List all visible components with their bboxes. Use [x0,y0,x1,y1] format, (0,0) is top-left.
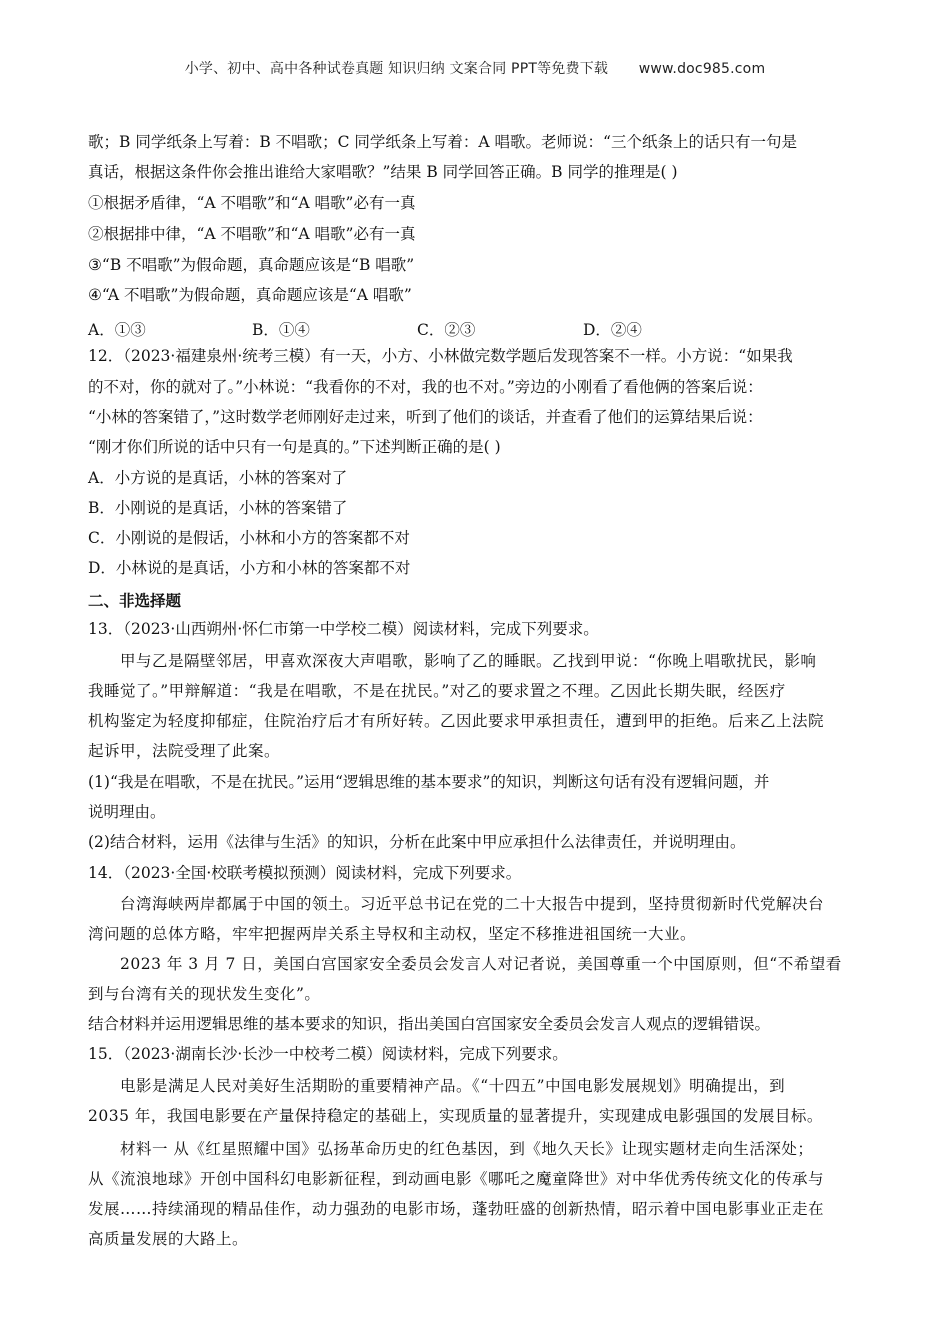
page-header [0,58,950,78]
q13-stem: 13．（2023·山西朔州·怀仁市第一中学校二模）阅读材料，完成下列要求。 [88,620,599,638]
q15-material: 电影是满足人民对美好生活期盼的重要精神产品。《“十四五”中国电影发展规划》明确提出，到 [120,1077,786,1095]
q14-stem: 14．（2023·全国·校联考模拟预测）阅读材料，完成下列要求。 [88,864,522,882]
q12-option-a[interactable]: A．小方说的是真话，小林的答案对了 [88,469,348,487]
q15-material: 从《流浪地球》开创中国科幻电影新征程，到动画电影《哪吒之魔童降世》对中华优秀传统文化的传承与 [88,1170,825,1188]
q11-option-b[interactable]: B．①④ [252,321,310,339]
q12-option-d[interactable]: D．小林说的是真话，小方和小林的答案都不对 [88,559,411,577]
q11-statement: ④“A 不唱歌”为假命题，真命题应该是“A 唱歌” [88,286,412,304]
q13-subquestion-1: 说明理由。 [88,803,166,821]
q12-option-b[interactable]: B．小刚说的是真话，小林的答案错了 [88,499,348,517]
q11-statement: ③“B 不唱歌”为假命题，真命题应该是“B 唱歌” [88,256,415,274]
q14-material: 台湾海峡两岸都属于中国的领土。习近平总书记在党的二十大报告中提到，坚持贯彻新时代党解决台 [120,895,825,913]
q11-line: 真话，根据这条件你会推出谁给大家唱歌？”结果 B 同学回答正确。B 同学的推理是( ) [88,163,678,181]
q14-material: 到与台湾有关的现状发生变化”。 [88,985,321,1003]
section-heading: 二、非选择题 [88,591,182,610]
q12-stem: 12．（2023·福建泉州·统考三模）有一天，小方、小林做完数学题后发现答案不一样。小方说：“如果我 [88,347,793,365]
q13-material: 机构鉴定为轻度抑郁症，住院治疗后才有所好转。乙因此要求甲承担责任，遭到甲的拒绝。后来乙上法院 [88,712,825,730]
header-url[interactable]: www.doc985.com [638,61,766,77]
q11-line: 歌；B 同学纸条上写着：B 不唱歌；C 同学纸条上写着：A 唱歌。老师说：“三个纸条上的话只有一句是 [88,133,797,151]
q15-material: 高质量发展的大路上。 [88,1230,249,1248]
q12-option-c[interactable]: C．小刚说的是假话，小林和小方的答案都不对 [88,529,410,547]
q13-subquestion-2: (2)结合材料，运用《法律与生活》的知识，分析在此案中甲应承担什么法律责任，并说明理由。 [88,833,746,851]
q11-statement: ①根据矛盾律，“A 不唱歌”和“A 唱歌”必有一真 [88,194,416,212]
q12-stem: “小林的答案错了，”这时数学老师刚好走过来，听到了他们的谈话，并查看了他们的运算结果后说： [88,408,763,426]
q15-material: 发展……持续涌现的精品佳作，动力强劲的电影市场，蓬勃旺盛的创新热情，昭示着中国电影事业正走在 [88,1200,825,1218]
q11-option-a[interactable]: A．①③ [88,321,146,339]
q14-subquestion: 结合材料并运用逻辑思维的基本要求的知识，指出美国白宫国家安全委员会发言人观点的逻辑错误。 [88,1015,771,1033]
q11-option-d[interactable]: D．②④ [583,321,642,339]
q12-stem: “刚才你们所说的话中只有一句是真的。”下述判断正确的是( ) [88,438,501,456]
header-text: 小学、初中、高中各种试卷真题 知识归纳 文案合同 PPT等免费下载 [184,61,609,77]
q13-subquestion-1: (1)“我是在唱歌，不是在扰民。”运用“逻辑思维的基本要求”的知识，判断这句话有没有逻辑问题，并 [88,773,770,791]
q13-material: 甲与乙是隔壁邻居，甲喜欢深夜大声唱歌，影响了乙的睡眠。乙找到甲说：“你晚上唱歌扰民，影响 [120,652,817,670]
q15-material: 材料一 从《红星照耀中国》弘扬革命历史的红色基因，到《地久天长》让现实题材走向生活深处； [120,1140,814,1158]
q13-material: 我睡觉了。”甲辩解道：“我是在唱歌，不是在扰民。”对乙的要求置之不理。乙因此长期失眠，经医疗 [88,682,786,700]
q13-material: 起诉甲，法院受理了此案。 [88,742,281,760]
q15-material: 2035 年，我国电影要在产量保持稳定的基础上，实现质量的显著提升，实现建成电影强国的发展目标。 [88,1107,823,1125]
q12-stem: 的不对，你的就对了。”小林说：“我看你的不对，我的也不对。”旁边的小刚看了看他俩的答案后说： [88,378,763,396]
q11-option-c[interactable]: C．②③ [417,321,476,339]
q11-statement: ②根据排中律，“A 不唱歌”和“A 唱歌”必有一真 [88,225,416,243]
q14-material: 湾问题的总体方略，牢牢把握两岸关系主导权和主动权，坚定不移推进祖国统一大业。 [88,925,697,943]
q14-material: 2023 年 3 月 7 日，美国白宫国家安全委员会发言人对记者说，美国尊重一个中国原则，但“不希望看 [120,955,842,973]
q15-stem: 15．（2023·湖南长沙·长沙一中校考二模）阅读材料，完成下列要求。 [88,1045,568,1063]
